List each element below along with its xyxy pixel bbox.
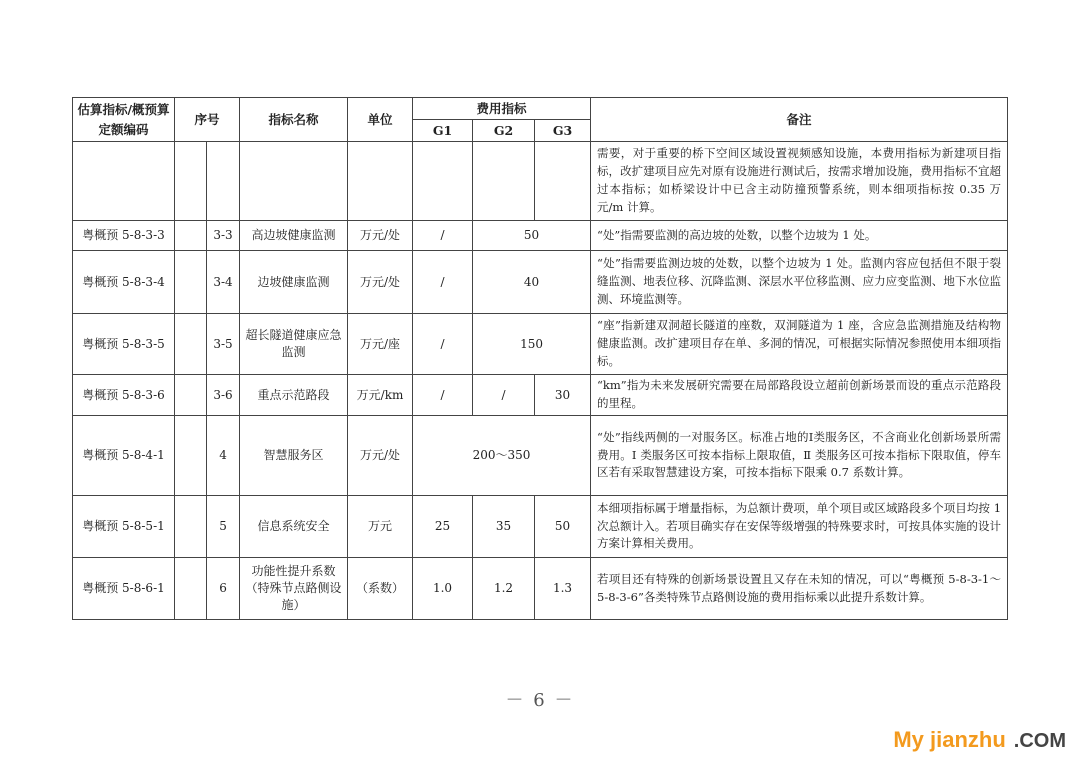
- row-name: 信息系统安全: [240, 496, 348, 558]
- row-name: 智慧服务区: [240, 416, 348, 496]
- page-number: － 6 －: [505, 690, 575, 711]
- row-code: [73, 142, 175, 221]
- row-note: 本细项指标属于增量指标，为总额计费项，单个项目或区域路段多个项目均按 1 次总额计入。若项目确实存在安保等级增强的特殊要求时，可按具体实施的设计方案计算相关费用。: [591, 496, 1008, 558]
- row-seq: [207, 142, 240, 221]
- row-name: [240, 142, 348, 221]
- row-seq: 3-6: [207, 375, 240, 416]
- row-unit: [348, 142, 413, 221]
- row-unit: （系数）: [348, 558, 413, 620]
- table-row: [73, 314, 1008, 375]
- row-g1: [413, 142, 473, 221]
- header-g2: G2: [473, 120, 535, 142]
- row-unit: 万元/处: [348, 416, 413, 496]
- header-unit: 单位: [348, 98, 413, 142]
- row-note: “处”指需要监测边坡的处数，以整个边坡为 1 处。监测内容应包括但不限于裂缝监测、地表位移、沉降监测、深层水平位移监测、应力应变监测、地下水位监测、环境监测等。: [591, 251, 1008, 314]
- row-name: 超长隧道健康应急监测: [240, 314, 348, 375]
- row-g1: /: [413, 314, 473, 375]
- table-row: [73, 142, 1008, 221]
- row-g2: [473, 142, 535, 221]
- row-code: 粤概预 5-8-4-1: [73, 416, 175, 496]
- row-note: “km”指为未来发展研究需要在局部路段设立超前创新场景而设的重点示范路段的里程。: [591, 375, 1008, 416]
- watermark-suffix: .COM: [1013, 730, 1066, 752]
- row-unit: 万元/处: [348, 251, 413, 314]
- row-g2-g3: 50: [473, 221, 591, 251]
- row-note: “处”指线两侧的一对服务区。标准占地的Ⅰ类服务区，不含商业化创新场景所需费用。Ⅰ 类服务区可按本指标上限取值，Ⅱ 类服务区可按本指标下限取值，停车区若有采取智慧建设方案，可按本指标下限乘 0.7 系数计算。: [591, 416, 1008, 496]
- table-row: [73, 375, 1008, 416]
- row-g2-g3: 40: [473, 251, 591, 314]
- row-g3: 1.3: [535, 558, 591, 620]
- row-code: 粤概预 5-8-3-3: [73, 221, 175, 251]
- table-row: [73, 416, 1008, 496]
- row-code: 粤概预 5-8-3-6: [73, 375, 175, 416]
- row-seq: 3-5: [207, 314, 240, 375]
- header-g1: G1: [413, 120, 473, 142]
- header-note: 备注: [591, 98, 1008, 142]
- row-g3: [535, 142, 591, 221]
- row-name: 重点示范路段: [240, 375, 348, 416]
- row-sub: [175, 416, 207, 496]
- row-g1: /: [413, 251, 473, 314]
- row-code: 粤概预 5-8-6-1: [73, 558, 175, 620]
- row-note: 需要，对于重要的桥下空间区域设置视频感知设施，本费用指标为新建项目指标，改扩建项目应先对原有设施进行测试后，按需求增加设施，费用指标不宜超过本指标；如桥梁设计中已含主动防撞预警系统，则本细项指标按 0.35 万元/m 计算。: [591, 142, 1008, 221]
- row-unit: 万元/处: [348, 221, 413, 251]
- table-row: [73, 221, 1008, 251]
- row-code: 粤概预 5-8-5-1: [73, 496, 175, 558]
- indicator-table: [72, 97, 1008, 620]
- row-fee-range: 200～350: [413, 416, 591, 496]
- row-sub: [175, 142, 207, 221]
- header-name: 指标名称: [240, 98, 348, 142]
- table-row: [73, 251, 1008, 314]
- row-sub: [175, 221, 207, 251]
- row-g2-g3: 150: [473, 314, 591, 375]
- row-g1: 25: [413, 496, 473, 558]
- table-row: [73, 496, 1008, 558]
- row-g2: 1.2: [473, 558, 535, 620]
- header-g3: G3: [535, 120, 591, 142]
- row-sub: [175, 558, 207, 620]
- header-seq: 序号: [175, 98, 240, 142]
- row-g1: /: [413, 375, 473, 416]
- row-seq: 6: [207, 558, 240, 620]
- row-code: 粤概预 5-8-3-5: [73, 314, 175, 375]
- row-sub: [175, 496, 207, 558]
- row-g1: 1.0: [413, 558, 473, 620]
- row-code: 粤概预 5-8-3-4: [73, 251, 175, 314]
- header-fee: 费用指标: [413, 98, 591, 120]
- row-name: 功能性提升系数（特殊节点路侧设施）: [240, 558, 348, 620]
- watermark-brand: My jianzhu: [893, 727, 1006, 752]
- row-g2: 35: [473, 496, 535, 558]
- row-sub: [175, 251, 207, 314]
- row-seq: 3-4: [207, 251, 240, 314]
- table-row: [73, 558, 1008, 620]
- watermark-logo: [893, 727, 1066, 753]
- row-g1: /: [413, 221, 473, 251]
- row-g3: 30: [535, 375, 591, 416]
- row-unit: 万元/km: [348, 375, 413, 416]
- row-note: 若项目还有特殊的创新场景设置且又存在未知的情况，可以“粤概预 5-8-3-1～5-8-3-6”各类特殊节点路侧设施的费用指标乘以此提升系数计算。: [591, 558, 1008, 620]
- row-sub: [175, 375, 207, 416]
- row-g2: /: [473, 375, 535, 416]
- row-seq: 3-3: [207, 221, 240, 251]
- row-sub: [175, 314, 207, 375]
- row-g3: 50: [535, 496, 591, 558]
- row-note: “处”指需要监测的高边坡的处数，以整个边坡为 1 处。: [591, 221, 1008, 251]
- row-name: 高边坡健康监测: [240, 221, 348, 251]
- row-seq: 5: [207, 496, 240, 558]
- row-note: “座”指新建双洞超长隧道的座数，双洞隧道为 1 座，含应急监测措施及结构物健康监测。改扩建项目存在单、多洞的情况，可根据实际情况参照使用本细项指标。: [591, 314, 1008, 375]
- row-unit: 万元: [348, 496, 413, 558]
- header-code: 估算指标/概预算定额编码: [73, 98, 175, 142]
- row-seq: 4: [207, 416, 240, 496]
- row-unit: 万元/座: [348, 314, 413, 375]
- row-name: 边坡健康监测: [240, 251, 348, 314]
